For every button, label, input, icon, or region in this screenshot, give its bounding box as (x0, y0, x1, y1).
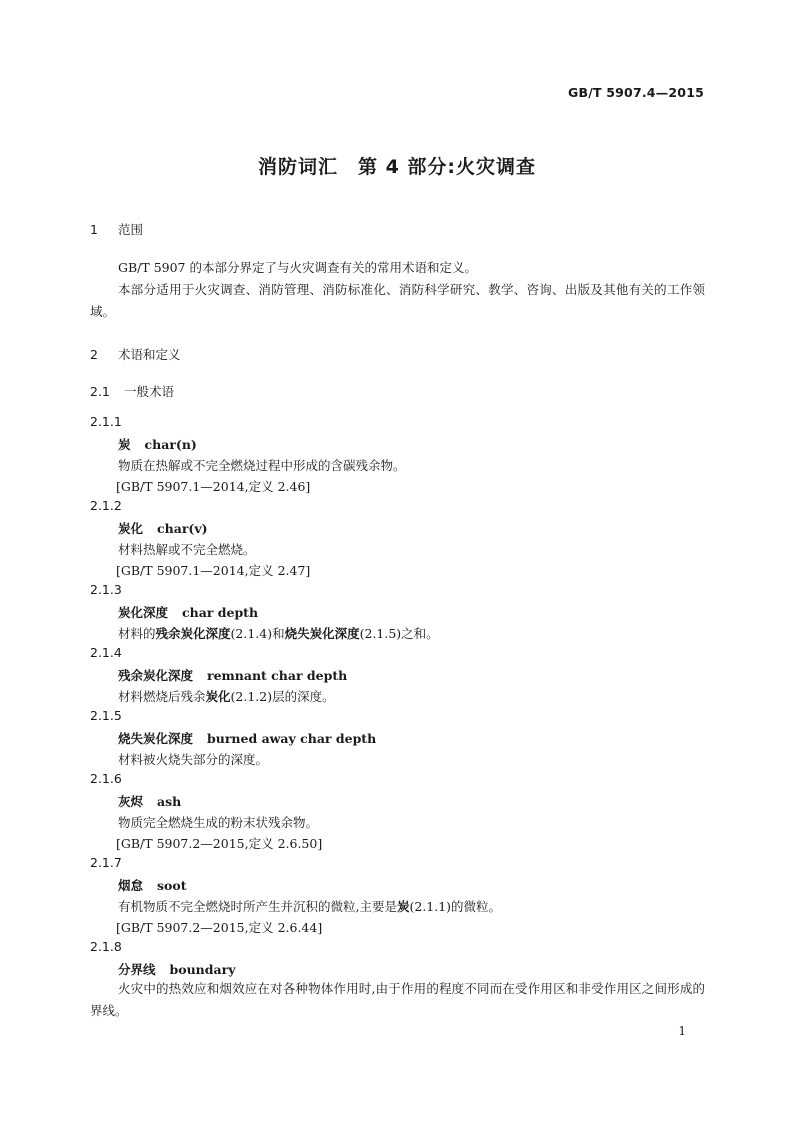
term-definition: 材料被火烧失部分的深度。 (118, 752, 269, 767)
def-text: 有机物质不完全燃烧时所产生并沉积的微粒,主要是 (118, 899, 397, 914)
clause-number: 2.1.8 (90, 939, 122, 954)
term-zh: 分界线 (118, 962, 156, 977)
clause-number: 2.1.3 (90, 582, 122, 597)
clause-number: 2.1.6 (90, 771, 122, 786)
term-en: char(v) (157, 521, 208, 536)
term-entry (118, 603, 258, 621)
section-title: 术语和定义 (118, 347, 181, 362)
term-en: char(n) (144, 437, 197, 452)
document-title: 消防词汇 第 4 部分:火灾调查 (257, 156, 537, 178)
term-en: ash (157, 794, 182, 809)
def-text: (2.1.1)的微粒。 (409, 899, 502, 914)
term-definition: 火灾中的热效应和烟效应在对各种物体作用时,由于作用的程度不同而在受作用区和非受作用区之间形成的界线。 (90, 981, 705, 1018)
term-cross-reference: 炭化 (205, 689, 231, 704)
term-entry (118, 960, 235, 978)
term-reference: [GB/T 5907.1—2014,定义 2.46] (116, 479, 311, 494)
term-entry (118, 792, 181, 810)
term-entry (118, 666, 347, 684)
term-definition (118, 687, 335, 705)
section-number: 1 (90, 222, 98, 237)
term-zh: 炭化深度 (118, 605, 169, 620)
term-reference: [GB/T 5907.2—2015,定义 2.6.44] (116, 920, 323, 935)
term-definition: 物质完全燃烧生成的粉末状残余物。 (118, 815, 319, 830)
term-definition (118, 897, 501, 915)
term-en: remnant char depth (207, 668, 348, 683)
term-entry (118, 435, 197, 453)
section-title: 一般术语 (124, 384, 175, 399)
term-zh: 灰烬 (118, 794, 144, 809)
term-cross-reference: 炭 (396, 899, 410, 914)
term-en: soot (157, 878, 187, 893)
clause-number: 2.1.1 (90, 414, 122, 429)
term-en: boundary (169, 962, 236, 977)
def-text: (2.1.4)和 (230, 626, 285, 641)
term-definition: 物质在热解或不完全燃烧过程中形成的含碳残余物。 (118, 458, 406, 473)
section-1-heading (90, 220, 143, 238)
def-text: (2.1.5)之和。 (359, 626, 439, 641)
section-2-heading (90, 345, 181, 363)
section-number: 2.1 (90, 384, 110, 399)
term-definition: 材料热解或不完全燃烧。 (118, 542, 256, 557)
section-number: 2 (90, 347, 98, 362)
term-en: burned away char depth (207, 731, 377, 746)
section-2-1-heading (90, 382, 174, 400)
term-cross-reference: 残余炭化深度 (155, 626, 231, 641)
term-en: char depth (182, 605, 259, 620)
term-zh: 烟怠 (118, 878, 144, 893)
term-zh: 残余炭化深度 (118, 668, 194, 683)
scope-paragraph-1: GB/T 5907 的本部分界定了与火灾调查有关的常用术语和定义。 (118, 260, 477, 275)
term-reference: [GB/T 5907.2—2015,定义 2.6.50] (116, 836, 323, 851)
term-zh: 炭 (118, 437, 131, 452)
term-definition (118, 624, 439, 642)
clause-number: 2.1.4 (90, 645, 122, 660)
def-text: 材料燃烧后残余 (118, 689, 206, 704)
standard-code: GB/T 5907.4—2015 (568, 85, 704, 100)
section-title: 范围 (118, 222, 144, 237)
term-entry (118, 876, 187, 894)
clause-number: 2.1.5 (90, 708, 122, 723)
term-zh: 烧失炭化深度 (118, 731, 194, 746)
clause-number: 2.1.7 (90, 855, 122, 870)
def-text: (2.1.2)层的深度。 (230, 689, 335, 704)
clause-number: 2.1.2 (90, 498, 122, 513)
scope-paragraph-2: 本部分适用于火灾调查、消防管理、消防标准化、消防科学研究、教学、咨询、出版及其他有关的工作领域。 (90, 282, 705, 319)
term-zh: 炭化 (118, 521, 144, 536)
term-cross-reference: 烧失炭化深度 (284, 626, 360, 641)
def-text: 材料的 (118, 626, 156, 641)
term-reference: [GB/T 5907.1—2014,定义 2.47] (116, 563, 311, 578)
term-entry (118, 729, 376, 747)
term-entry (118, 519, 208, 537)
page-number: 1 (678, 1024, 686, 1038)
